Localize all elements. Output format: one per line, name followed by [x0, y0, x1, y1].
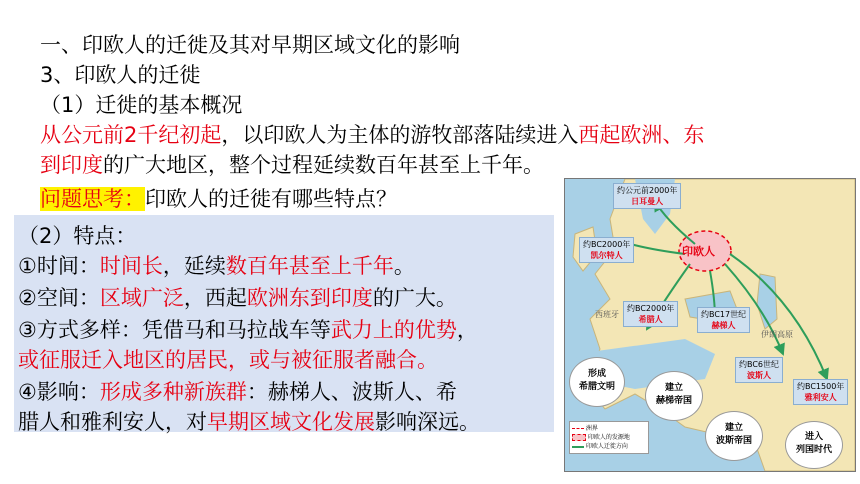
feature-impact-red1: 形成多种新族群 [99, 380, 247, 404]
feature-time-red1: 时间长 [99, 254, 163, 278]
feature-impact-red2: 早期区域文化发展 [207, 410, 375, 434]
feature-method [18, 317, 478, 343]
place-spain: 西班牙 [595, 310, 619, 319]
legend-direction-label: 印欧人迁徙方向 [585, 443, 628, 450]
section-heading: 一、印欧人的迁徙及其对早期区域文化的影响 [40, 33, 460, 57]
bubble-vedic-line2: 列国时代 [795, 445, 832, 455]
overview-line-1 [40, 122, 704, 148]
label-greek-name: 希腊人 [638, 315, 663, 324]
label-persian-name: 波斯人 [747, 371, 772, 380]
label-hittite-name: 赫梯人 [711, 321, 736, 330]
legend-border-label: 洲界 [585, 425, 598, 432]
features-box [14, 215, 554, 432]
label-aryan [793, 379, 848, 405]
feature-method-red1: 武力上的优势 [330, 318, 457, 342]
label-celtic-name: 凯尔特人 [590, 251, 623, 260]
feature-space-end: 的广大。 [372, 286, 457, 310]
feature-space-red2: 欧洲东到印度 [246, 286, 373, 310]
overview-region-highlight-2: 到印度 [40, 153, 103, 177]
feature-time [18, 253, 415, 279]
map-legend [569, 421, 649, 454]
subsection-heading: 3、印欧人的迁徙 [40, 63, 201, 87]
label-aryan-name: 雅利安人 [804, 393, 837, 402]
legend-origin [572, 433, 646, 442]
feature-space-label: ②空间： [18, 286, 100, 310]
question-text: 印欧人的迁徙有哪些特点？ [145, 187, 397, 211]
feature-method-2 [18, 347, 438, 373]
question-line [40, 186, 397, 212]
bubble-persian-line2: 波斯帝国 [715, 436, 752, 446]
overview-text-1: ，以印欧人为主体的游牧部落陆续进入 [221, 123, 579, 147]
feature-method-label: ③方式多样：凭借马和马拉战车等 [18, 318, 331, 342]
feature-time-text: ，延续 [162, 254, 226, 278]
feature-space [18, 285, 457, 311]
bubble-hittite-line1: 建立 [664, 383, 683, 393]
feature-time-red2: 数百年甚至上千年 [225, 254, 394, 278]
feature-impact [18, 379, 457, 405]
label-greek-date: 约BC2000年 [627, 304, 675, 313]
label-germanic-date: 约公元前2000年 [617, 186, 678, 195]
legend-origin-label: 印欧人的发源地 [587, 434, 630, 441]
bubble-persian-empire [705, 411, 763, 461]
origin-label: 印欧人 [682, 245, 715, 258]
bubble-persian-line1: 建立 [724, 423, 743, 433]
features-title: （2）特点： [18, 224, 137, 248]
overview-region-highlight: 西起欧洲、东 [578, 123, 705, 147]
label-germanic [613, 183, 681, 209]
legend-border [572, 424, 646, 433]
place-iran: 伊朗高原 [761, 330, 793, 339]
label-greek [623, 301, 678, 327]
label-hittite-date: 约BC17世纪 [701, 310, 747, 319]
bubble-greek-civilization [569, 357, 625, 407]
feature-impact-end: 影响深远。 [375, 410, 480, 434]
bubble-vedic-line1: 进入 [804, 432, 823, 442]
bubble-hittite-empire [645, 371, 703, 421]
feature-space-red1: 区域广泛 [99, 286, 184, 310]
migration-map [564, 178, 856, 472]
bubble-warring-states [785, 421, 843, 469]
bubble-greek-line2: 希腊文明 [578, 382, 615, 392]
label-celtic [579, 237, 634, 263]
label-celtic-date: 约BC2000年 [583, 240, 631, 249]
feature-impact-label: ④影响： [18, 380, 100, 404]
feature-method-red2: 或征服迁入地区的居民，或与被征服者融合。 [18, 348, 438, 372]
label-hittite [697, 307, 750, 333]
overview-text-2: 的广大地区，整个过程延续数百年甚至上千年。 [103, 153, 544, 177]
bubble-greek-line1: 形成 [587, 369, 606, 379]
feature-impact-text: ：赫梯人、波斯人、希 [246, 380, 457, 404]
feature-impact-2 [18, 409, 480, 435]
legend-direction [572, 442, 646, 451]
topic-heading: （1）迁徙的基本概况 [40, 93, 243, 117]
label-aryan-date: 约BC1500年 [797, 382, 845, 391]
feature-impact-line2a: 腊人和雅利安人，对 [18, 410, 207, 434]
feature-space-text: ，西起 [183, 286, 247, 310]
label-persian-date: 约BC6世纪 [739, 360, 780, 369]
label-persian [735, 357, 783, 383]
question-label: 问题思考： [40, 187, 145, 211]
feature-time-end: 。 [393, 254, 415, 278]
bubble-hittite-line2: 赫梯帝国 [655, 396, 692, 406]
overview-time-highlight: 从公元前2千纪初起 [40, 123, 222, 147]
feature-time-label: ①时间： [18, 254, 100, 278]
label-germanic-name: 日耳曼人 [631, 197, 664, 206]
overview-line-2 [40, 152, 544, 178]
feature-method-end: ， [456, 318, 478, 342]
